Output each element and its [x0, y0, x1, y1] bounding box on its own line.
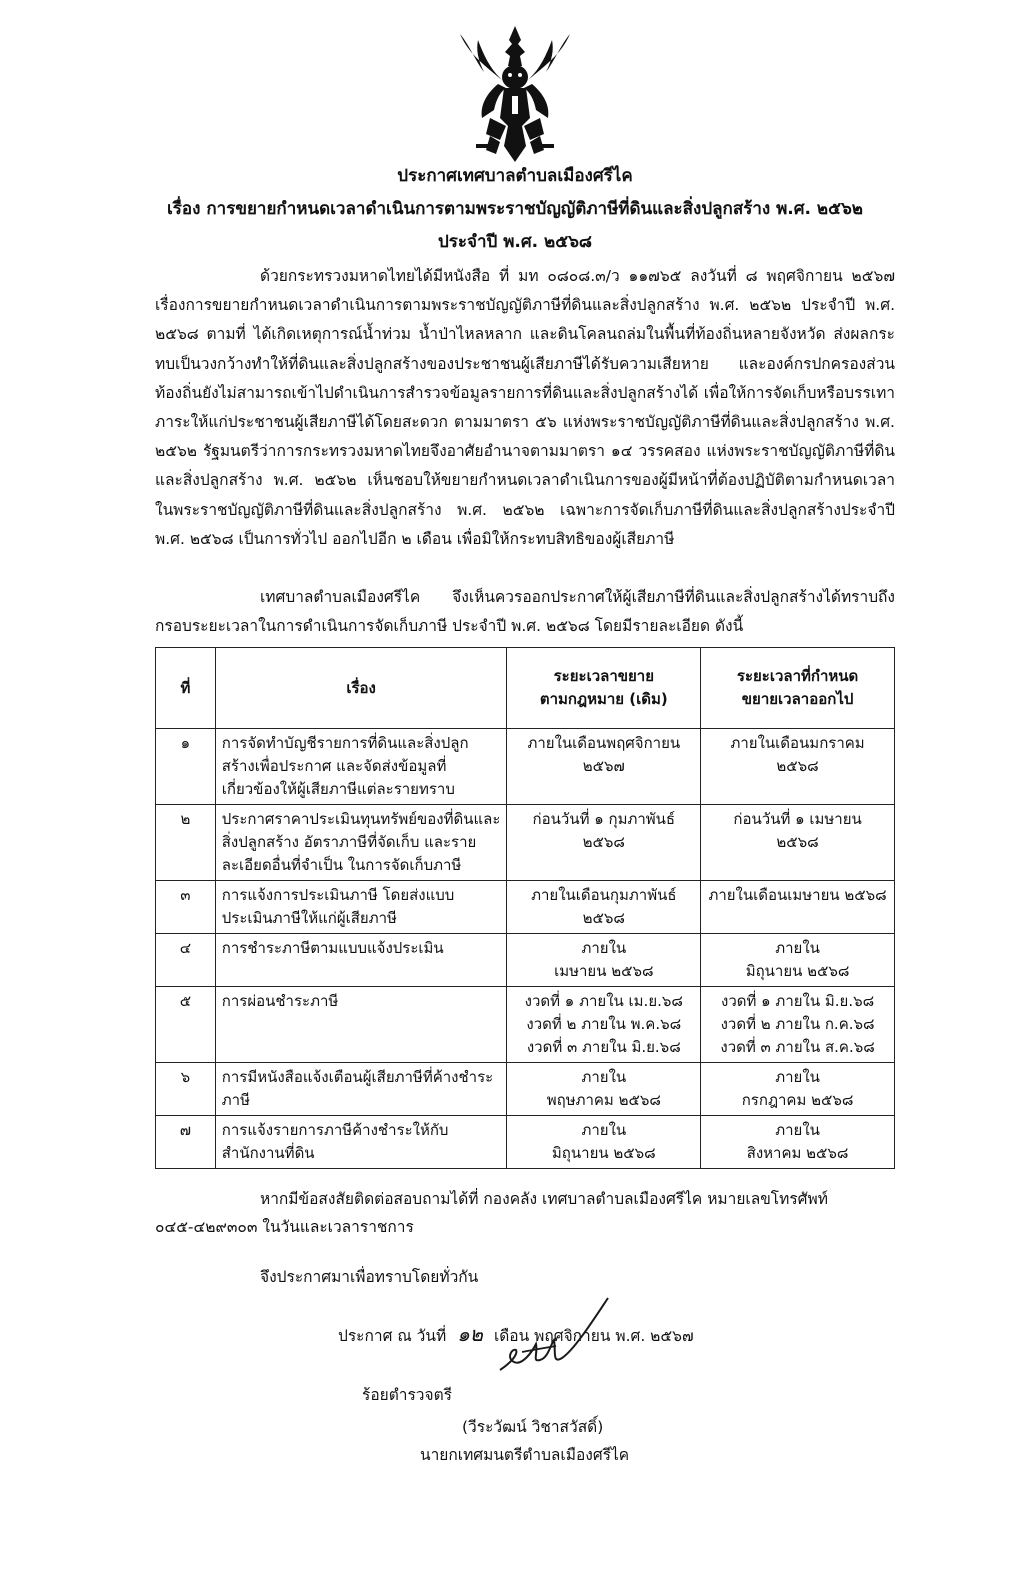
- row-number: ๗: [156, 1116, 216, 1169]
- new-line: ภายในเดือนเมษายน ๒๕๖๘: [708, 886, 887, 904]
- row-old-period: [507, 1063, 701, 1116]
- header-new-line1: ระยะเวลาที่กำหนด: [736, 667, 859, 685]
- row-new-period: [701, 1063, 895, 1116]
- document-title: ประกาศเทศบาลตำบลเมืองศรีไค: [397, 166, 633, 186]
- document-year: ประจำปี พ.ศ. ๒๕๖๘: [437, 232, 593, 252]
- row-topic: ประกาศราคาประเมินทุนทรัพย์ของที่ดินและสิ่งปลูกสร้าง อัตราภาษีที่จัดเก็บ และรายละเอียดอื่นที่จำเป็น ในการจัดเก็บภาษี: [215, 805, 507, 881]
- row-new-period: [701, 805, 895, 881]
- table-row: [156, 805, 895, 881]
- table-row: [156, 881, 895, 934]
- new-line: ๒๕๖๘: [776, 757, 819, 775]
- row-topic: การมีหนังสือแจ้งเตือนผู้เสียภาษีที่ค้างชำระภาษี: [215, 1063, 507, 1116]
- new-line: มิถุนายน ๒๕๖๘: [745, 962, 850, 980]
- row-number: ๔: [156, 934, 216, 987]
- new-line: ๒๕๖๘: [776, 833, 819, 851]
- date-suffix: เดือน พฤศจิกายน พ.ศ. ๒๕๖๗: [493, 1327, 694, 1345]
- document-subject: เรื่อง การขยายกำหนดเวลาดำเนินการตามพระราชบัญญัติภาษีที่ดินและสิ่งปลูกสร้าง พ.ศ. ๒๕๖๒: [166, 199, 864, 219]
- row-new-period: [701, 1116, 895, 1169]
- row-number: ๕: [156, 987, 216, 1063]
- paragraph-text: ด้วยกระทรวงมหาดไทยได้มีหนังสือ ที่ มท ๐๘๐๘.๓/ว ๑๑๗๖๕ ลงวันที่ ๘ พฤศจิกายน ๒๕๖๗ เรื่องการขยายกำหนดเวลาดำเนินการตามพระราชบัญญัติภาษีที่ดินและสิ่งปลูกสร้าง พ.ศ. ๒๕๖๒ ประจำปี พ.ศ. ๒๕๖๘ ตามที่ ได้เกิดเหตุการณ์น้ำท่วม น้ำป่าไหลหลาก และดินโคลนถล่มในพื้นที่ท้องถิ่นหลายจังหวัด ส่งผลกระทบเป็นวงกว้างทำให้ที่ดินและสิ่งปลูกสร้างของประชาชนผู้เสียภาษีได้รับความเสียหาย และองค์กรปกครองส่วนท้องถิ่นยังไม่สามารถเข้าไปดำเนินการสำรวจข้อมูลรายการที่ดินและสิ่งปลูกสร้างได้ เพื่อให้การจัดเก็บหรือบรรเทาภาระให้แก่ประชาชนผู้เสียภาษีได้โดยสะดวก ตามมาตรา ๕๖ แห่งพระราชบัญญัติภาษีที่ดินและสิ่งปลูกสร้าง พ.ศ. ๒๕๖๒ รัฐมนตรีว่าการกระทรวงมหาดไทยจึงอาศัยอำนาจตามมาตรา ๑๔ วรรคสอง แห่งพระราชบัญญัติภาษีที่ดินและสิ่งปลูกสร้าง พ.ศ. ๒๕๖๒ เห็นชอบให้ขยายกำหนดเวลาดำเนินการของผู้มีหน้าที่ต้องปฏิบัติตามกำหนดเวลาในพระราชบัญญัติภาษีที่ดินและสิ่งปลูกสร้าง พ.ศ. ๒๕๖๒ เฉพาะการจัดเก็บภาษีที่ดินและสิ่งปลูกสร้างประจำปี พ.ศ. ๒๕๖๘ เป็นการทั่วไป ออกไปอีก ๒ เดือน เพื่อมิให้กระทบสิทธิของผู้เสียภาษี: [155, 267, 895, 548]
- row-new-period: [701, 729, 895, 805]
- table-row: [156, 934, 895, 987]
- row-topic: การแจ้งการประเมินภาษี โดยส่งแบบประเมินภาษีให้แก่ผู้เสียภาษี: [215, 881, 507, 934]
- paragraph-text: เทศบาลตำบลเมืองศรีไค จึงเห็นควรออกประกาศให้ผู้เสียภาษีที่ดินและสิ่งปลูกสร้างได้ทราบถึงกรอบระยะเวลาในการดำเนินการจัดเก็บภาษี ประจำปี พ.ศ. ๒๕๖๘ โดยมีรายละเอียด ดังนี้: [155, 588, 895, 636]
- row-number: ๖: [156, 1063, 216, 1116]
- header-old-line2: ตามกฎหมาย (เดิม): [539, 690, 668, 708]
- new-line: ก่อนวันที่ ๑ เมษายน: [733, 810, 862, 828]
- body-paragraph-1: [155, 262, 895, 554]
- row-old-period: [507, 729, 701, 805]
- old-line: ภายในเดือนพฤศจิกายน: [527, 734, 681, 752]
- new-line: ภายใน: [775, 1121, 820, 1139]
- body-paragraph-2: [155, 583, 895, 641]
- old-line: งวดที่ ๓ ภายใน มิ.ย.๖๘: [526, 1038, 681, 1056]
- old-line: ภายใน: [581, 1068, 627, 1086]
- old-line: ภายใน: [581, 939, 627, 957]
- old-line: ๒๕๖๗: [582, 757, 625, 775]
- header-topic: เรื่อง: [215, 648, 507, 729]
- row-topic: การแจ้งรายการภาษีค้างชำระให้กับสำนักงานที่ดิน: [215, 1116, 507, 1169]
- row-new-period: [701, 934, 895, 987]
- old-line: ภายใน: [581, 1121, 627, 1139]
- schedule-table: [155, 647, 895, 1169]
- header-old-period: [507, 648, 701, 729]
- header-new-period: [701, 648, 895, 729]
- row-new-period: [701, 881, 895, 934]
- signer-title: นายกเทศมนตรีตำบลเมืองศรีไค: [420, 1446, 630, 1464]
- table-header-row: [156, 648, 895, 729]
- garuda-emblem-icon: [450, 22, 580, 172]
- date-prefix: ประกาศ ณ วันที่: [338, 1327, 447, 1345]
- old-line: ๒๕๖๘: [582, 909, 625, 927]
- handwritten-signature: [492, 1292, 612, 1382]
- announce-line: จึงประกาศมาเพื่อทราบโดยทั่วกัน: [260, 1268, 479, 1286]
- row-number: ๒: [156, 805, 216, 881]
- old-line: มิถุนายน ๒๕๖๘: [551, 1144, 656, 1162]
- new-line: งวดที่ ๓ ภายใน ส.ค.๖๘: [720, 1038, 875, 1056]
- header-old-line1: ระยะเวลาขยาย: [553, 667, 655, 685]
- row-old-period: [507, 805, 701, 881]
- old-line: พฤษภาคม ๒๕๖๘: [546, 1091, 661, 1109]
- old-line: ภายในเดือนกุมภาพันธ์: [531, 886, 677, 904]
- table-row: [156, 1116, 895, 1169]
- new-line: งวดที่ ๑ ภายใน มิ.ย.๖๘: [721, 992, 875, 1010]
- date-day: ๑๒: [457, 1322, 483, 1346]
- contact-line-1: หากมีข้อสงสัยติดต่อสอบถามได้ที่ กองคลัง เทศบาลตำบลเมืองศรีไค หมายเลขโทรศัพท์: [260, 1190, 828, 1208]
- new-line: สิงหาคม ๒๕๖๘: [746, 1144, 849, 1162]
- new-line: ภายในเดือนมกราคม: [730, 734, 865, 752]
- header-no: ที่: [156, 648, 216, 729]
- signer-name: (วีระวัฒน์ วิชาสวัสดิ์): [462, 1418, 604, 1436]
- table-row: [156, 987, 895, 1063]
- new-line: งวดที่ ๒ ภายใน ก.ค.๖๘: [720, 1015, 875, 1033]
- row-old-period: [507, 1116, 701, 1169]
- new-line: ภายใน: [775, 939, 820, 957]
- row-topic: การชำระภาษีตามแบบแจ้งประเมิน: [215, 934, 507, 987]
- new-line: กรกฎาคม ๒๕๖๘: [741, 1091, 854, 1109]
- row-old-period: [507, 987, 701, 1063]
- header-new-line2: ขยายเวลาออกไป: [741, 690, 854, 708]
- row-number: ๓: [156, 881, 216, 934]
- table-row: [156, 729, 895, 805]
- row-topic: การผ่อนชำระภาษี: [215, 987, 507, 1063]
- old-line: งวดที่ ๒ ภายใน พ.ค.๖๘: [526, 1015, 682, 1033]
- old-line: ก่อนวันที่ ๑ กุมภาพันธ์: [532, 810, 676, 828]
- row-number: ๑: [156, 729, 216, 805]
- old-line: เมษายน ๒๕๖๘: [554, 962, 654, 980]
- row-new-period: [701, 987, 895, 1063]
- row-old-period: [507, 881, 701, 934]
- old-line: งวดที่ ๑ ภายใน เม.ย.๖๘: [524, 992, 683, 1010]
- row-topic: การจัดทำบัญชีรายการที่ดินและสิ่งปลูกสร้างเพื่อประกาศ และจัดส่งข้อมูลที่เกี่ยวข้องให้ผู้เสียภาษีแต่ละรายทราบ: [215, 729, 507, 805]
- new-line: ภายใน: [775, 1068, 820, 1086]
- table-row: [156, 1063, 895, 1116]
- old-line: ๒๕๖๘: [582, 833, 625, 851]
- row-old-period: [507, 934, 701, 987]
- contact-line-2: ๐๔๕-๔๒๙๓๐๓ ในวันและเวลาราชการ: [155, 1218, 414, 1236]
- signer-rank: ร้อยตำรวจตรี: [362, 1386, 452, 1404]
